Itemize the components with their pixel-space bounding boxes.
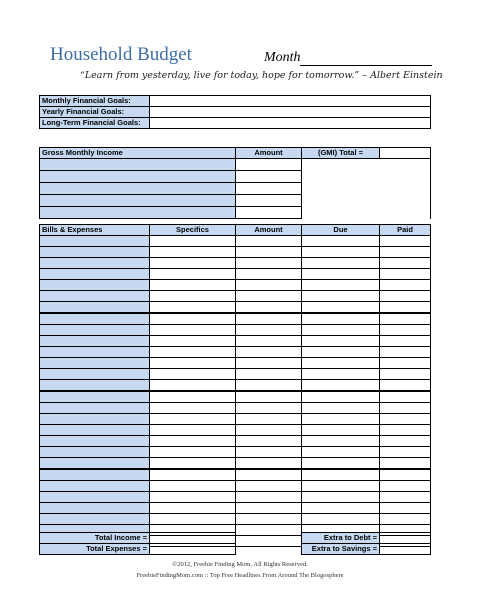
goal-field[interactable] [150,107,431,118]
bill-paid-field[interactable] [380,369,431,380]
bill-specifics-field[interactable] [150,414,236,425]
bill-amount-field[interactable] [236,280,302,291]
totals-row [40,533,431,544]
bill-amount-field[interactable] [236,269,302,280]
bill-due-field[interactable] [302,358,380,369]
income-row [40,171,431,183]
income-row [40,159,431,171]
bill-due-field[interactable] [302,313,380,325]
bill-amount-field[interactable] [236,469,302,481]
bill-name-field[interactable] [40,325,150,336]
bill-due-field[interactable] [302,503,380,514]
income-row [40,207,431,219]
income-amount-field[interactable] [236,207,302,219]
month-field[interactable] [300,65,432,66]
bill-specifics-field[interactable] [150,514,236,525]
bills-header-row [40,225,431,236]
bill-due-field[interactable] [302,514,380,525]
bills-header: Bills & Expenses [40,225,150,236]
bill-due-field[interactable] [302,403,380,414]
totals-row [40,544,431,555]
income-source-field[interactable] [40,195,236,207]
bill-row [40,414,431,425]
bill-row [40,436,431,447]
income-amount-field[interactable] [236,171,302,183]
bill-row [40,269,431,280]
extra-savings-label: Extra to Savings = [302,544,380,555]
bill-row [40,503,431,514]
bill-paid-field[interactable] [380,481,431,492]
bill-paid-field[interactable] [380,358,431,369]
bill-name-field[interactable] [40,492,150,503]
bill-due-field[interactable] [302,425,380,436]
bill-paid-field[interactable] [380,313,431,325]
bill-specifics-field[interactable] [150,291,236,302]
bill-paid-field[interactable] [380,380,431,392]
bill-name-field[interactable] [40,458,150,470]
goal-label: Monthly Financial Goals: [40,96,150,107]
income-header-row [40,148,431,159]
bill-name-field[interactable] [40,503,150,514]
bill-specifics-field[interactable] [150,247,236,258]
bill-amount-field[interactable] [236,447,302,458]
bill-name-field[interactable] [40,269,150,280]
bill-row [40,458,431,470]
bill-amount-field[interactable] [236,458,302,470]
paid-header: Paid [380,225,431,236]
bill-due-field[interactable] [302,258,380,269]
bill-row [40,325,431,336]
bill-specifics-field[interactable] [150,503,236,514]
bill-name-field[interactable] [40,391,150,403]
bill-paid-field[interactable] [380,291,431,302]
bill-name-field[interactable] [40,369,150,380]
bill-specifics-field[interactable] [150,380,236,392]
income-source-field[interactable] [40,171,236,183]
bill-amount-field[interactable] [236,481,302,492]
bill-row [40,258,431,269]
bill-paid-field[interactable] [380,258,431,269]
bill-specifics-field[interactable] [150,280,236,291]
bill-due-field[interactable] [302,469,380,481]
bill-amount-field[interactable] [236,514,302,525]
income-row [40,195,431,207]
bill-due-field[interactable] [302,236,380,247]
bill-due-field[interactable] [302,447,380,458]
bill-paid-field[interactable] [380,236,431,247]
income-source-header: Gross Monthly Income [40,148,236,159]
bill-name-field[interactable] [40,336,150,347]
bill-due-field[interactable] [302,369,380,380]
bill-specifics-field[interactable] [150,481,236,492]
bill-name-field[interactable] [40,425,150,436]
goal-label: Long-Term Financial Goals: [40,118,150,129]
bill-name-field[interactable] [40,313,150,325]
bill-due-field[interactable] [302,492,380,503]
bill-row [40,336,431,347]
bill-specifics-field[interactable] [150,236,236,247]
bill-paid-field[interactable] [380,280,431,291]
total-income-field[interactable] [150,533,236,544]
bill-row [40,291,431,302]
bill-specifics-field[interactable] [150,358,236,369]
bill-row [40,358,431,369]
income-amount-header: Amount [236,148,302,159]
bill-due-field[interactable] [302,336,380,347]
income-row [40,183,431,195]
bill-specifics-field[interactable] [150,436,236,447]
bill-paid-field[interactable] [380,503,431,514]
goals-table [39,95,431,129]
bill-specifics-field[interactable] [150,369,236,380]
bill-name-field[interactable] [40,291,150,302]
extra-savings-field[interactable] [380,544,431,555]
bill-name-field[interactable] [40,481,150,492]
gmi-total-label: (GMI) Total = [302,148,380,159]
bill-name-field[interactable] [40,358,150,369]
bill-due-field[interactable] [302,280,380,291]
bill-specifics-field[interactable] [150,336,236,347]
bill-paid-field[interactable] [380,247,431,258]
quote-text: “Learn from yesterday, live for today, hope for tomorrow.” – Albert Einstein [80,70,443,81]
bill-name-field[interactable] [40,436,150,447]
copyright-text: ©2012, Freebie Finding Mom, All Rights Reserved. [172,561,308,568]
specifics-header: Specifics [150,225,236,236]
bill-row [40,380,431,392]
bill-specifics-field[interactable] [150,347,236,358]
extra-debt-label: Extra to Debt = [302,533,380,544]
bill-name-field[interactable] [40,514,150,525]
bill-row [40,369,431,380]
bill-due-field[interactable] [302,247,380,258]
income-amount-field[interactable] [236,159,302,171]
amount-header: Amount [236,225,302,236]
bill-amount-field[interactable] [236,369,302,380]
goal-field[interactable] [150,118,431,129]
gmi-total-field[interactable] [380,148,431,159]
bill-row [40,481,431,492]
income-source-field[interactable] [40,207,236,219]
bill-due-field[interactable] [302,347,380,358]
bill-paid-field[interactable] [380,325,431,336]
bill-due-field[interactable] [302,436,380,447]
bill-paid-field[interactable] [380,469,431,481]
bill-paid-field[interactable] [380,347,431,358]
goal-row [40,118,431,129]
bill-specifics-field[interactable] [150,302,236,314]
bill-name-field[interactable] [40,302,150,314]
bill-amount-field[interactable] [236,403,302,414]
bill-amount-field[interactable] [236,503,302,514]
bill-due-field[interactable] [302,391,380,403]
bill-row [40,492,431,503]
bill-row [40,302,431,314]
bill-amount-field[interactable] [236,380,302,392]
total-expenses-field[interactable] [150,544,236,555]
bill-specifics-field[interactable] [150,425,236,436]
bill-paid-field[interactable] [380,492,431,503]
bill-amount-field[interactable] [236,425,302,436]
due-header: Due [302,225,380,236]
bill-specifics-field[interactable] [150,313,236,325]
bill-amount-field[interactable] [236,325,302,336]
bill-row [40,425,431,436]
bill-amount-field[interactable] [236,391,302,403]
bill-specifics-field[interactable] [150,447,236,458]
bill-row [40,514,431,525]
bill-paid-field[interactable] [380,269,431,280]
bill-name-field[interactable] [40,347,150,358]
bill-name-field[interactable] [40,236,150,247]
goal-field[interactable] [150,96,431,107]
month-label: Month [264,50,301,65]
bill-name-field[interactable] [40,414,150,425]
bill-due-field[interactable] [302,380,380,392]
extra-debt-field[interactable] [380,533,431,544]
bill-due-field[interactable] [302,458,380,470]
bill-paid-field[interactable] [380,414,431,425]
bill-specifics-field[interactable] [150,269,236,280]
bill-row [40,313,431,325]
bill-name-field[interactable] [40,469,150,481]
bill-name-field[interactable] [40,380,150,392]
income-source-field[interactable] [40,183,236,195]
bill-amount-field[interactable] [236,258,302,269]
bill-paid-field[interactable] [380,336,431,347]
bill-specifics-field[interactable] [150,403,236,414]
bill-row [40,391,431,403]
bill-paid-field[interactable] [380,302,431,314]
bill-due-field[interactable] [302,302,380,314]
bill-due-field[interactable] [302,269,380,280]
bill-amount-field[interactable] [236,236,302,247]
bill-paid-field[interactable] [380,425,431,436]
bill-row [40,469,431,481]
bill-row [40,280,431,291]
goal-row [40,96,431,107]
bill-paid-field[interactable] [380,447,431,458]
bill-specifics-field[interactable] [150,325,236,336]
bill-paid-field[interactable] [380,436,431,447]
page-title: Household Budget [50,44,192,65]
bill-row [40,247,431,258]
total-expenses-label: Total Expenses = [40,544,150,555]
bill-specifics-field[interactable] [150,258,236,269]
bill-amount-field[interactable] [236,313,302,325]
bill-amount-field[interactable] [236,358,302,369]
bill-due-field[interactable] [302,414,380,425]
income-source-field[interactable] [40,159,236,171]
bill-name-field[interactable] [40,447,150,458]
bill-paid-field[interactable] [380,458,431,470]
bill-due-field[interactable] [302,325,380,336]
bill-amount-field[interactable] [236,302,302,314]
bill-due-field[interactable] [302,291,380,302]
totals-table [39,532,431,555]
bill-specifics-field[interactable] [150,458,236,470]
bill-amount-field[interactable] [236,414,302,425]
bill-amount-field[interactable] [236,347,302,358]
footer-site-link[interactable]: FreebieFindingMom.com :: Top Free Headlines From Around The Blogosphere [136,572,344,579]
bill-name-field[interactable] [40,280,150,291]
total-income-label: Total Income = [40,533,150,544]
bill-name-field[interactable] [40,403,150,414]
bill-row [40,403,431,414]
bill-specifics-field[interactable] [150,391,236,403]
income-amount-field[interactable] [236,183,302,195]
bill-paid-field[interactable] [380,403,431,414]
bill-row [40,447,431,458]
income-amount-field[interactable] [236,195,302,207]
bill-amount-field[interactable] [236,291,302,302]
bill-amount-field[interactable] [236,247,302,258]
bill-specifics-field[interactable] [150,469,236,481]
bill-row [40,236,431,247]
bill-name-field[interactable] [40,247,150,258]
bill-amount-field[interactable] [236,336,302,347]
goal-row [40,107,431,118]
bill-row [40,347,431,358]
bill-due-field[interactable] [302,481,380,492]
bills-table [39,224,431,547]
bill-amount-field[interactable] [236,436,302,447]
goal-label: Yearly Financial Goals: [40,107,150,118]
bill-paid-field[interactable] [380,514,431,525]
bill-paid-field[interactable] [380,391,431,403]
bill-specifics-field[interactable] [150,492,236,503]
income-table [39,147,431,219]
bill-amount-field[interactable] [236,492,302,503]
bill-name-field[interactable] [40,258,150,269]
